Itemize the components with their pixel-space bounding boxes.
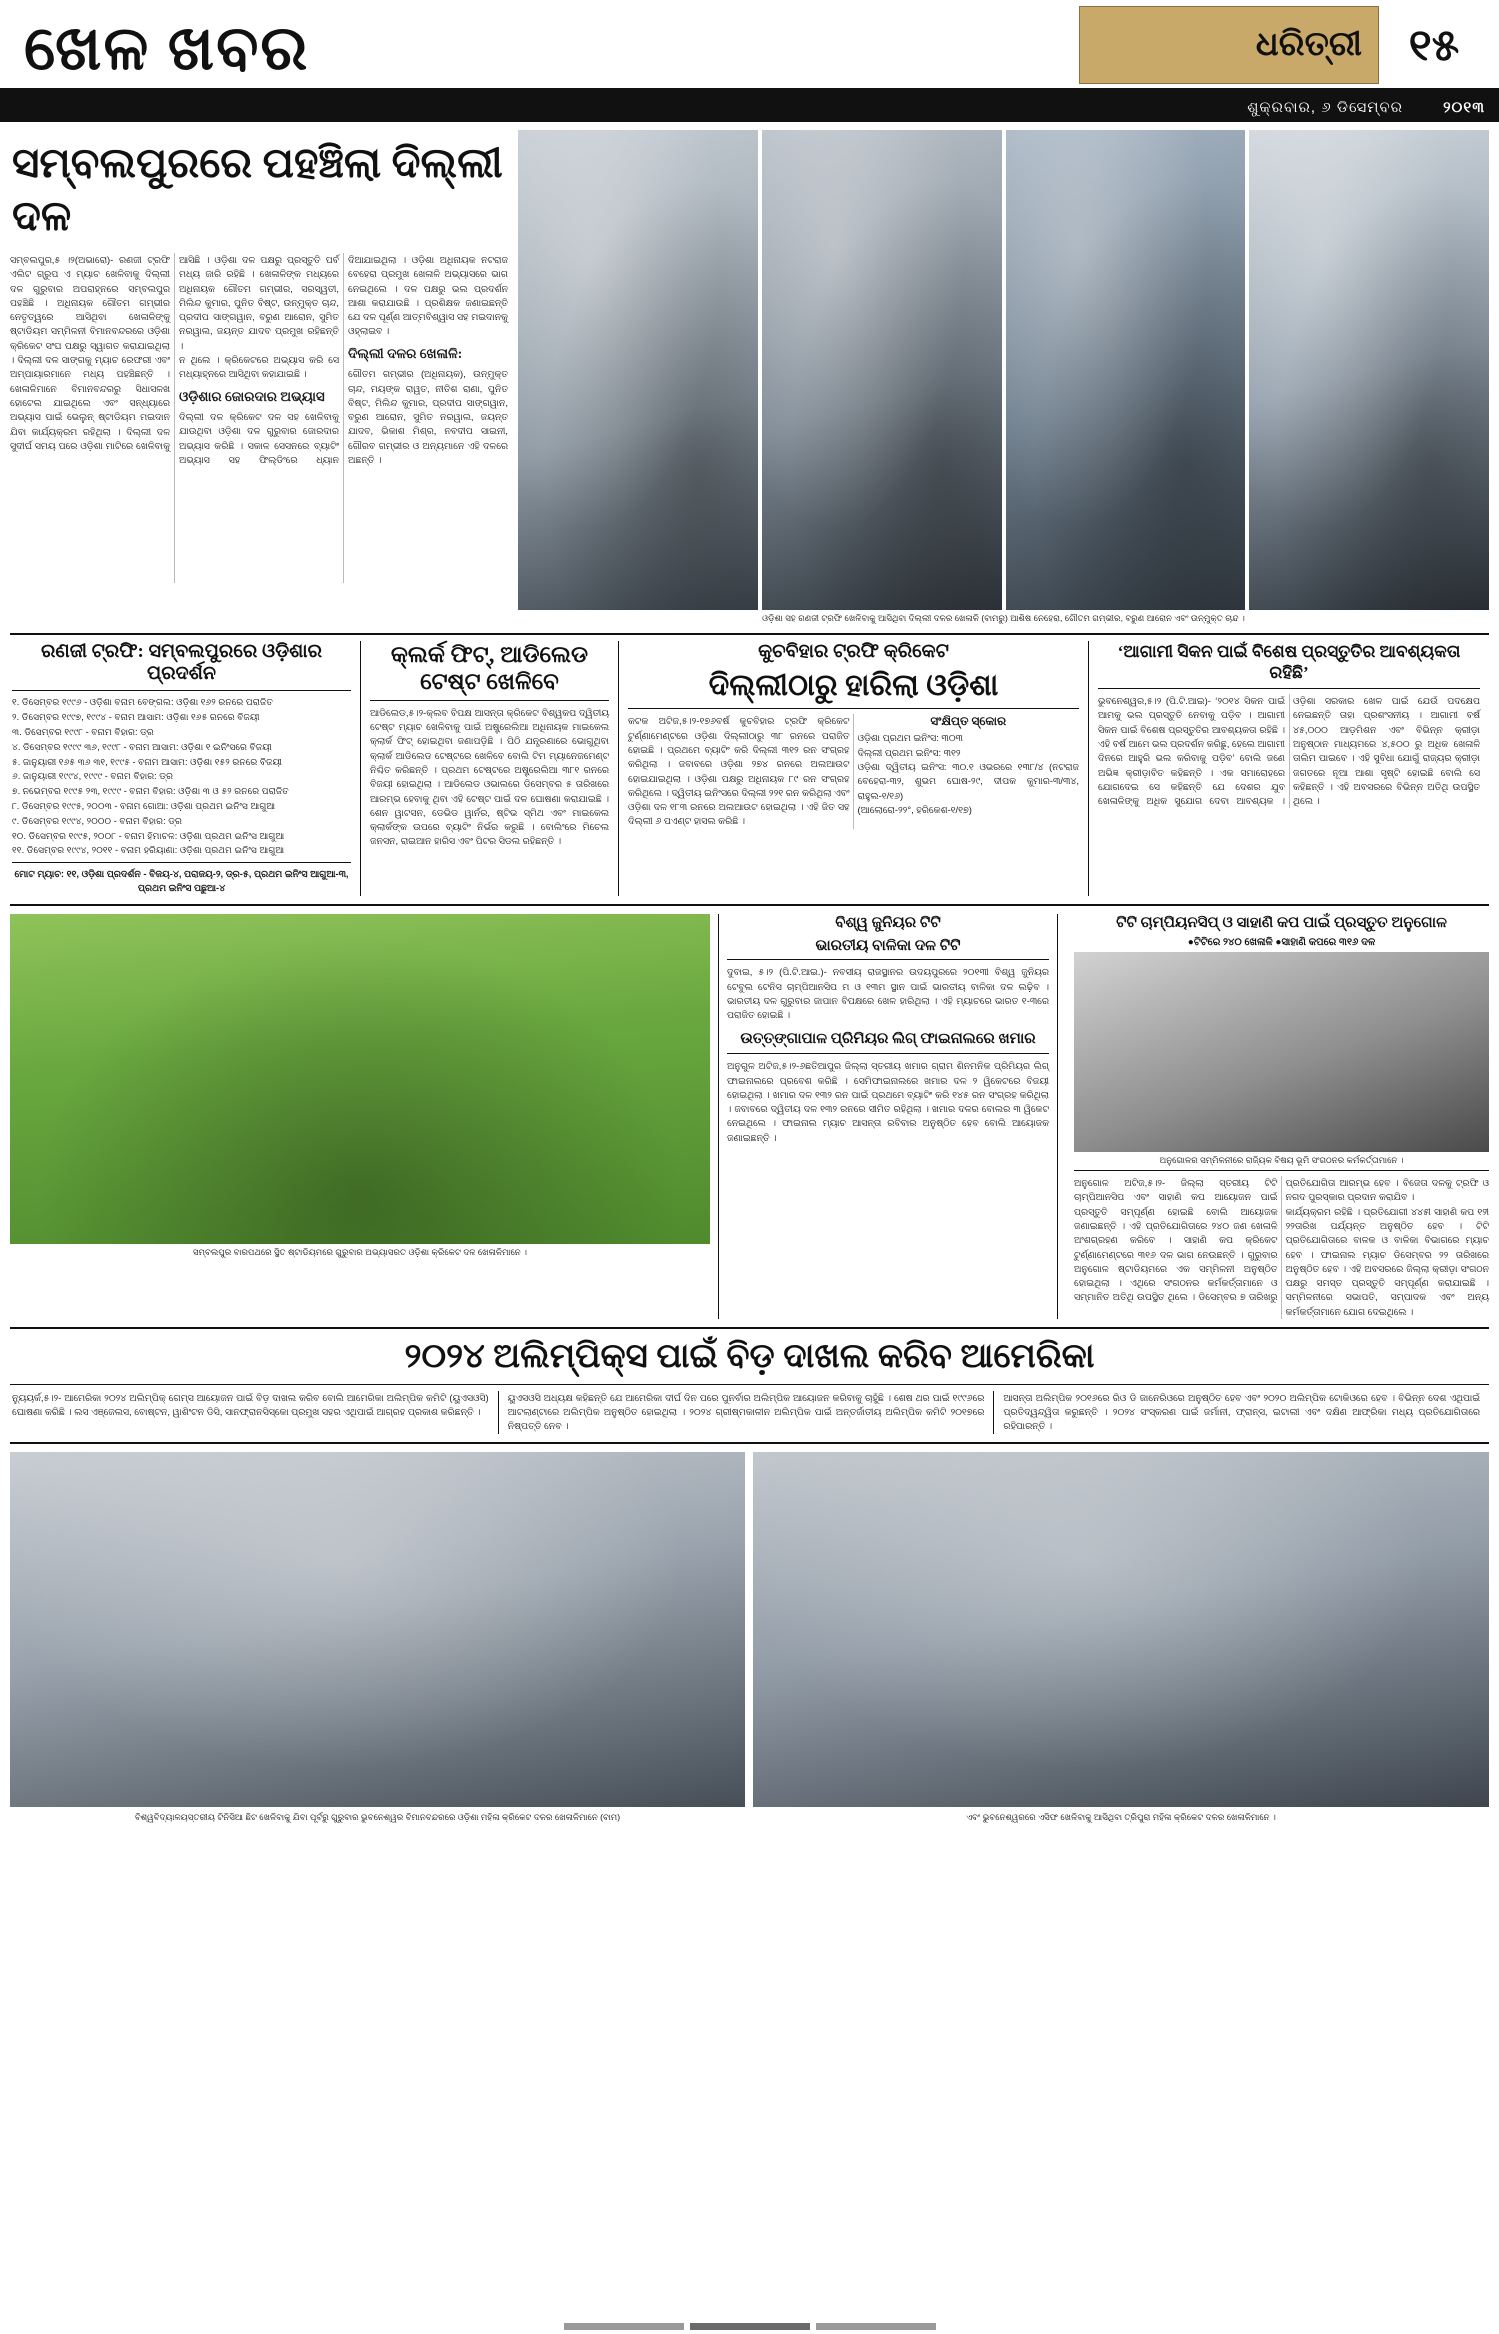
reg-mark <box>564 2323 684 2330</box>
tt-divider <box>727 959 1049 960</box>
lead-subhead-practice: ଓଡ଼ିଶାର ଜୋରଦାର ଅଭ୍ୟାସ <box>179 388 325 404</box>
tt-subhead: ଉତ୍ତ୍‌ଙ୍ଗାପାଳ ପ୍ରିମିୟର ଲିଗ୍‌ ଫାଇନାଲରେ ଖମାର <box>740 1031 1036 1048</box>
cooch-behar-story <box>618 641 1088 896</box>
quote-headline: ‘ଆଗାମୀ ସିକନ ପାଇଁ ବିଶେଷ ପ୍ରସ୍ତୁତିର ଆବଶ୍ୟକତା ରହିଛି’ <box>1117 641 1461 682</box>
bottom-photo-row <box>0 1452 1499 1807</box>
secondary-stories-band <box>0 635 1499 896</box>
reg-mark <box>690 2323 810 2330</box>
cooch-score-head: ସଂକ୍ଷିପ୍ତ ସ୍କୋର <box>930 714 1007 729</box>
cooch-score-line: (ଆଲୋରୋ-୨୨°, ହରିକେଶ-୧/୧୭) <box>857 803 972 815</box>
tcs-headline: ଟିଟି ଚାମ୍ପିୟନସିପ୍ ଓ ସାହାଣି କପ ପାଇଁ ପ୍ରସ୍ତୁତ ଅନୁଗୋଳ <box>1116 914 1447 931</box>
lead-photo-caption: ଓଡ଼ିଶା ସହ ରଣଜୀ ଟ୍ରଫି ଖେଳିବାକୁ ଆସିଥିବା ଦିଲ୍ଲୀ ଦଳର ଖେଳାଳି (ବାମରୁ) ଆଶିଷ ନେହେରା, ଗୌତମ ଗମ୍ଭୀର, ବରୁଣ ଆରୋନ ଏବଂ ଉନ୍ମୁକ୍ତ ଚାନ୍ଦ । <box>762 613 1245 623</box>
masthead-title: ଖେଳ ଖବର <box>24 15 310 83</box>
tcs-bullets: ●ଟିଟିରେ ୨୪୦ ଖେଳାଳି ●ସାହାଣି କପରେ ୩୧୬ ଦଳ <box>1187 936 1376 948</box>
ranking-divider <box>12 690 351 691</box>
clarke-headline: କ୍ଲର୍କ ଫିଟ୍‌, ଆଡିଲେଡ ଟେଷ୍ଟ ଖେଳିବେ <box>390 641 589 695</box>
tt-headline: ଭାରତୀୟ ବାଳିକା ଦଳ ଟିଟି <box>815 937 961 954</box>
quote-divider <box>1098 688 1480 689</box>
olympics-col-3: ଆସନ୍ତା ଅଲିମ୍ପିକ ୨୦୧୬ରେ ରିଓ ଡି ଜାନେରିଓରେ ଅନୁଷ୍ଠିତ ହେବ ଏବଂ ୨୦୨୦ ଅଲିମ୍ପିକ ଟୋକିଓରେ ହେବ । ବିଭିନ୍ନ ଦେଶ ଏଥିପାଇଁ ପ୍ରତିଦ୍ୱନ୍ଦ୍ୱିତା କରୁଛନ୍ତି । ୨୦୨୪ ସଂସ୍କରଣ ପାଇଁ ଜର୍ମାନୀ, ଫ୍ରାନ୍ସ, ଇଟାଲୀ ଏବଂ ଦକ୍ଷିଣ ଆଫ୍ରିକା ମଧ୍ୟ ପ୍ରତିଯୋଗିତାରେ ରହିପାରନ୍ତି । <box>993 1391 1489 1434</box>
tt-story <box>718 914 1058 1319</box>
divider-4 <box>10 1442 1489 1444</box>
ranking-row: ୬. ଜାନୁୟାରୀ ୧୯୯୪, ୧୯୯୯ - ବନାମ ବିହାର: ଡ୍ର <box>12 771 174 782</box>
cooch-score-line: ଓଡ଼ିଶା ପ୍ରଥମ ଇନିଂସ: ୩୦୩ <box>857 732 963 744</box>
tcs-body-right: କାର୍ଯ୍ୟକ୍ରମ ରହିଛି । ପ୍ରତିଯୋଗୀ ୪୪୫ୀ ସାହାଣି କପ ୧୨ୀ ୨୨ତାରିଖ ପର୍ଯ୍ୟନ୍ତ ଅନୁଷ୍ଠିତ ହେବ । ଟିଟି ପ୍ରତିଯୋଗିତାରେ ବାଳକ ଓ ବାଳିକା ବିଭାଗରେ ମ୍ୟାଚ ହେବ । ଫାଇନାଲ ମ୍ୟାଚ ଡିସେମ୍ବର ୨୨ ତାରିଖରେ ଅନୁଷ୍ଠିତ ହେବ । ଏହି ଅବସରରେ ଜିଲ୍ଲା କ୍ରୀଡ଼ା ସଂଗଠନ ପକ୍ଷରୁ ସମସ୍ତ ପ୍ରସ୍ତୁତି ସମ୍ପୂର୍ଣ୍ଣ କରାଯାଇଛି । ସମ୍ମିଳନୀରେ ସଭାପତି, ସମ୍ପାଦକ ଏବଂ ଅନ୍ୟ କର୍ମକର୍ତ୍ତାମାନେ ଯୋଗ ଦେଇଥିଲେ । <box>1285 1205 1489 1317</box>
mid-band <box>0 906 1499 1319</box>
lead-headline: ସମ୍ବଲପୁରରେ ପହଞ୍ଚିଲା ଦିଲ୍ଲୀ ଦଳ <box>12 141 503 240</box>
ranking-row: ୩. ଡିସେମ୍ବର ୧୯୯୮ - ବନାମ ବିହାର: ଡ୍ର <box>12 727 154 737</box>
olympics-divider <box>10 1384 1489 1385</box>
ranking-row: ୯. ଡିସେମ୍ବର ୧୯୯୪, ୨୦୦୦ - ବନାମ ବିହାର: ଡ୍ର <box>12 815 182 826</box>
reg-mark <box>816 2323 936 2330</box>
ranking-row: ୧୦. ଡିସେମ୍ବର ୧୯୯୫, ୨୦୦୮ - ବନାମ ହିମାଚଳ: ଓଡ଼ିଶା ପ୍ରଥମ ଇନିଂସ ଆଗୁଆ <box>12 830 285 841</box>
ranking-story <box>10 641 360 896</box>
olympics-col-1: ନ୍ୟୁୟର୍କ,୫।୨- ଆମେରିକା ୨୦୨୪ ଅଲିମ୍ପିକ୍ ଗେମ୍ସ ଆୟୋଜନ ପାଇଁ ବିଡ଼ ଦାଖଲ କରିବ ବୋଲି ଆମେରିକା ଅଲିମ୍ପିକ କମିଟି (ୟୁଏସଓସି) ଘୋଷଣା କରିଛି । ଲସ ଏଞ୍ଜେଲସ, ବୋଷ୍ଟନ, ୱାଶିଂଟନ ଡିସି, ସାନଫ୍ରାନସିସ୍କୋ ପ୍ରମୁଖ ସହର ଏଥିପାଇଁ ଆଗ୍ରହ ପ୍ରକାଶ କରିଛନ୍ତି । <box>12 1391 489 1418</box>
ranking-divider-2 <box>12 862 351 863</box>
cooch-body: କଟକ ଅଟିଜ,୫।୨-୧୭୬ବର୍ଷ କୁଚବିହାର ଟ୍ରଫି କ୍ରିକେଟ ଟୁର୍ଣ୍ଣାମେଣ୍ଟରେ ଓଡ଼ିଶା ଦିଲ୍ଲୀଠାରୁ ୩୮ ରନରେ ପରାଜିତ ହୋଇଛି । ପ୍ରଥମେ ବ୍ୟାଟିଂ କରି ଦିଲ୍ଲୀ ୩୧୨ ରନ ସଂଗ୍ରହ କରିଥିଲା । ଜବାବରେ ଓଡ଼ିଶା ୨୭୪ ରନରେ ଅଲଆଉଟ ହୋଇଯାଇଥିଲା । ଓଡ଼ିଶା ପକ୍ଷରୁ ଅଧିନାୟକ ୮୯ ରନ ସଂଗ୍ରହ କରିଥିଲେ । ଦ୍ୱିତୀୟ ଇନିଂସରେ ଦିଲ୍ଲୀ ୨୨୧ ରନ କରିଥିଲା ଏବଂ ଓଡ଼ିଶା ଦଳ ୧୮୩ ରନରେ ଅଲଆଉଟ ହୋଇଥିଲା । ଏହି ଜିତ ସହ ଦିଲ୍ଲୀ ୬ ପଏଣ୍ଟ ହାସଲ କରିଛି । <box>628 715 850 827</box>
olympics-headline: ୨୦୨୪ ଅଲିମ୍ପିକ୍ସ ପାଇଁ ବିଡ଼ ଦାଖଲ କରିବ ଆମେରିକା <box>404 1338 1095 1376</box>
lead-para-2: ନ ଥିଲେ । କ୍ରିକେଟରେ ଅଭ୍ୟାସ କରି ସେ ମଧ୍ୟାହ୍ନରେ ଆସିଥିବା କହାଯାଇଛି । <box>179 354 339 380</box>
cooch-score-line: ଦିଲ୍ଲୀ ପ୍ରଥମ ଇନିଂସ: ୩୧୨ <box>857 746 961 758</box>
ranking-row: ୮. ଡିସେମ୍ବର ୧୯୯୫, ୨୦୦୩ - ବନାମ ଗୋଆ: ଓଡ଼ିଶା ପ୍ରଥମ ଇନିଂସ ଆଗୁଆ <box>12 800 276 811</box>
tt-kicker: ବିଶ୍ୱ ଜୁନିୟର ଟିଟି <box>835 914 941 931</box>
photo-player-1 <box>518 130 758 610</box>
practice-photo-caption: ସମ୍ବଲପୁର ବାରପଥରେ ସ୍ଥିତ ଷ୍ଟାଡିୟମରେ ଗୁରୁବାର ଅଭ୍ୟାସରତ ଓଡ଼ିଶା କ୍ରିକେଟ ଦଳ ଖେଳାଳିମାନେ । <box>192 1246 527 1257</box>
lead-text-block <box>10 130 508 625</box>
quote-story <box>1088 641 1489 896</box>
masthead-brand-box <box>1079 6 1379 84</box>
lead-body <box>10 253 508 583</box>
dateline-date: ଶୁକ୍ରବାର, ୬ ଡିସେମ୍ବର <box>1247 98 1404 116</box>
footer-registration-marks <box>0 2323 1499 2330</box>
ranking-row: ୧୧. ଡିସେମ୍ବର ୧୯୯୪, ୨୦୧୧ - ବନାମ ହରିୟାଣା: ଓଡ଼ିଶା ପ୍ରଥମ ଇନିଂସ ଆଗୁଆ <box>12 845 285 856</box>
dateline-year: ୨୦୧୩ <box>1443 98 1485 116</box>
ranking-summary: ମୋଟ ମ୍ୟାଚ: ୧୧, ଓଡ଼ିଶା ପ୍ରଦର୍ଶନ - ବିଜୟ-୪, ପରାଜୟ-୨, ଡ୍ର-୫, ପ୍ରଥମ ଇନିଂସ ଆଗୁଆ-୩, ପ୍ରଥମ ଇନିଂସ ପଛୁଆ-୪ <box>14 868 349 894</box>
ranking-row: ୨. ଡିସେମ୍ବର ୧୯୯୭, ୧୯୯୪ - ବନାମ ଆସାମ: ଓଡ଼ିଶା ୧୬୫ ରନରେ ବିଜୟୀ <box>12 712 260 723</box>
ranking-row: ୭. ନଭେମ୍ବର ୧୯୯୫ ୨୩, ୧୯୯୯ - ବନାମ ବିହାର: ଓଡ଼ିଶା ୩ ଓ ୫୨ ରନରେ ପରାଜିତ <box>12 786 289 797</box>
lead-para-1: ସମ୍ବଲପୁର,୫ ।୨(ଅଭାରୋ)- ରଣଜୀ ଟ୍ରଫି ଏଲିଟ ଗ୍ରୁପ ଏ ମ୍ୟାଚ ଖେଳିବାକୁ ଦିଲ୍ଲୀ ଦଳ ଗୁରୁବାର ଅପରାହ୍ନରେ ସମ୍ବଲପୁର ପହଞ୍ଚିଛି । ଅଧିନାୟକ ଗୌତମ ଗମ୍ଭୀର ନେତୃତ୍ୱରେ ଆସିଥିବା ଖେଳାଳିଙ୍କୁ ଷ୍ଟାଡିୟମ ସମ୍ମିଳନୀ ବିମାନବନ୍ଦରରେ ଓଡ଼ିଶା କ୍ରିକେଟ ସଂଘ ପକ୍ଷରୁ ସ୍ୱାଗତ କରାଯାଇଥିଲା । ଦିଲ୍ଲୀ ଦଳ ସାଙ୍ଗକୁ ମ୍ୟାଚ ରେଫରୀ ଏବଂ ଅମ୍ପାୟାରମାନେ ମଧ୍ୟ ପହଞ୍ଚିଛନ୍ତି । ଖେଳାଳିମାନେ ବିମାନବନ୍ଦରରୁ ସିଧାସଳଖ ହୋଟେଲ ଯାଇଥିଲେ ଏବଂ ସନ୍ଧ୍ୟାରେ ଅଭ୍ୟାସ ପାଇଁ ଭେଲୁନ୍ ଷ୍ଟାଡିୟମ ମଇଦାନ ଯିବା କାର୍ଯ୍ୟକ୍ରମ ରହିଥିଲା । ଦିଲ୍ଲୀ ଦଳ ସୁଦୀର୍ଘ ସମୟ ପରେ ଓଡ଼ିଶା ମାଟିରେ ଖେଳିବାକୁ ଆସିଛି । ଓଡ଼ିଶା ଦଳ ପକ୍ଷରୁ ପ୍ରସ୍ତୁତି ପର୍ବ ମଧ୍ୟ ଜାରି ରହିଛି । ଖେଳାଳିଙ୍କ ମଧ୍ୟରେ ଅଧିନାୟକ ଗୌତମ ଗମ୍ଭୀର, ସରସ୍ୱତୀ, ମିଲିନ୍ଦ କୁମାର, ପୁନିତ ବିଷ୍ଟ, ଉନ୍ମୁକ୍ତ ଚାନ୍ଦ, ପ୍ରଦୀପ ସାଙ୍ଗୱାନ, ବରୁଣ ଆରୋନ, ସୁମିତ ନରୱାଲ, ଜୟନ୍ତ ଯାଦବ ପ୍ରମୁଖ ରହିଛନ୍ତି । <box>10 254 339 451</box>
cooch-kicker: କୁଚବିହାର ଟ୍ରଫି କ୍ରିକେଟ <box>758 640 949 662</box>
lead-subhead-squad: ଦିଲ୍ଲୀ ଦଳର ଖେଳାଳି: <box>348 345 463 361</box>
masthead-spacer <box>309 6 1079 84</box>
clarke-body: ଆଡିଲେଡ,୫।୨-କ୍ଲବ ବିପକ୍ଷ ଆସନ୍ତା କ୍ରିକେଟ ବିଶ୍ୱକପ ଦ୍ୱିତୀୟ ଟେଷ୍ଟ ମ୍ୟାଚ ଖେଳିବାକୁ ପାଇଁ ଅଷ୍ଟ୍ରେଲିଆ ଅଧିନାୟକ ମାଇକେଲ କ୍ଲାର୍କ ଫିଟ୍ ହୋଇଥିବା ଜଣାପଡ଼ିଛି । ପିଠି ଯନ୍ତ୍ରଣାରେ ଭୋଗୁଥିବା କ୍ଲାର୍କ ଆଡିଲେଡ ଟେଷ୍ଟରେ ଖେଳିବେ ବୋଲି ଟିମ ମ୍ୟାନେଜମେଣ୍ଟ ନିଶ୍ଚିତ କରିଛନ୍ତି । ପ୍ରଥମ ଟେଷ୍ଟରେ ଅଷ୍ଟ୍ରେଲିଆ ୩୮୧ ରନରେ ବିଜୟୀ ହୋଇଥିଲା । ଆଡିଲେଡ ଓଭାଲରେ ଡିସେମ୍ବର ୫ ତାରିଖରେ ଆରମ୍ଭ ହେବାକୁ ଥିବା ଏହି ଟେଷ୍ଟ ପାଇଁ ଦଳ ଘୋଷଣା କରାଯାଇଛି । ଶେନ ୱାଟସନ, ଡେଭିଡ ୱାର୍ନର, ଷ୍ଟିଭ ସ୍ମିଥ ଏବଂ ମାଇକେଲ କ୍ଲାର୍କଙ୍କ ଉପରେ ବ୍ୟାଟିଂ ନିର୍ଭର କରୁଛି । ବୋଲିଂରେ ମିଚେଲ ଜନସନ, ରାଇଆନ ହାରିସ ଏବଂ ପିଟର ସିଡଲ ରହିଛନ୍ତି । <box>370 706 609 847</box>
tcs-story <box>1066 914 1489 1319</box>
tcs-columns <box>1074 1176 1489 1319</box>
ranking-list <box>12 696 351 858</box>
ranking-row: ୧. ଡିସେମ୍ବର ୧୯୯୬ - ଓଡ଼ିଶା ବନାମ ବେଙ୍ଗଲ: ଓଡ଼ିଶା ୧୬୨ ରନରେ ପରାଜିତ <box>12 697 273 708</box>
quote-body: ଭୁବନେଶ୍ୱର,୫।୨ (ପି.ଟି.ଆଇ)- ‘୨୦୧୪ ସିକନ ପାଇଁ ଆମକୁ ଭଲ ପ୍ରସ୍ତୁତି ନେବାକୁ ପଡ଼ିବ । ଆଗାମୀ ସିକନ ପାଇଁ ବିଶେଷ ପ୍ରସ୍ତୁତିର ଆବଶ୍ୟକତା ରହିଛି । ଏହି ବର୍ଷ ଆମେ ଭଲ ପ୍ରଦର୍ଶନ କରିଛୁ, ହେଲେ ଆଗାମୀ ଦିନରେ ଆହୁରି ଭଲ କରିବାକୁ ପଡ଼ିବ’ ବୋଲି ଜଣେ ଅଭିଜ୍ଞ କ୍ରୀଡ଼ାବିତ କହିଛନ୍ତି । ଏକ ସମାରୋହରେ ଯୋଗଦେଇ ସେ କହିଛନ୍ତି ଯେ ଦେଶର ଯୁବ ଖେଳାଳିଙ୍କୁ ଅଧିକ ସୁଯୋଗ ଦେବା ଆବଶ୍ୟକ । ଓଡ଼ିଶା ସରକାର ଖେଳ ପାଇଁ ଯେଉଁ ପଦକ୍ଷେପ ନେଇଛନ୍ତି ତାହା ପ୍ରଶଂସନୀୟ । ଆଗାମୀ ବର୍ଷ ୪୫,୦୦୦ ଆଡ଼ମିଶନ ଏବଂ ବିଭିନ୍ନ କ୍ରୀଡ଼ା ଅନୁଷ୍ଠାନ ମାଧ୍ୟମରେ ୪,୫୦୦ ରୁ ଅଧିକ ଖେଳାଳି ତାଲିମ ପାଇବେ । ଏହି ସୁବିଧା ଯୋଗୁଁ ରାଜ୍ୟର କ୍ରୀଡ଼ା ଜଗତରେ ନୂଆ ଆଶା ସୃଷ୍ଟି ହୋଇଛି ବୋଲି ସେ କହିଛନ୍ତି । ଏହି ଅବସରରେ ବିଭିନ୍ନ ଅତିଥି ଉପସ୍ଥିତ ଥିଲେ । <box>1098 695 1480 807</box>
photo-player-2 <box>762 130 1002 610</box>
masthead <box>0 0 1499 92</box>
clarke-story <box>360 641 618 896</box>
bottom-caption-left: ବିଶ୍ୱବିଦ୍ୟାଳୟସ୍ତରୀୟ ଟିନିସିଆ ଛିଟ ଖେଳିବାକୁ ଯିବା ପୂର୍ବରୁ ଗୁରୁବାର ଭୁବନେଶ୍ୱର ବିମାନବନ୍ଦରରେ ଓଡ଼ିଶା ମହିଳା କ୍ରିକେଟ ଦଳର ଖେଳାଳିମାନେ (ବାମ) <box>134 1811 621 1822</box>
clarke-divider <box>370 700 609 701</box>
photo-player-4 <box>1249 130 1489 610</box>
lead-section <box>0 122 1499 625</box>
quote-columns <box>1098 694 1480 808</box>
cooch-score-line: ଓଡ଼ିଶା ଦ୍ୱିତୀୟ ଇନିଂସ: ୩୦.୧ ଓଭରରେ ୧୩୮/୪ (ନଟରାଜ ବେହେରା-୩୨, ଶୁଭମ ଘୋଷ-୨୯, ଦୀପକ କୁମାର-୩/୩୪, ରାହୁଲ-୧/୧୬) <box>857 760 1079 801</box>
practice-photo <box>10 914 710 1244</box>
tt-body: ଦୁବାଇ, ୫।୨ (ପି.ଟି.ଆଇ.)- ନବସୀୟ ରାଜସ୍ଥାନର ଉଦୟପୁରରେ ୨୦୧୩ୀ ବିଶ୍ୱ ଜୁନିୟର ଟେବୁଲ ଟେନିସ ଚାମ୍ପିଆନସିପ ମ ଓ ୧୩ମ ସ୍ଥାନ ପାଇଁ ଭାରତୀୟ ବାଳିକା ଦଳ ଲଢ଼ିବ । ଭାରତୀୟ ଦଳ ଗୁରୁବାର ଜାପାନ ବିପକ୍ଷରେ ଖେଳ ହାରିଥିଲା । ଏହି ମ୍ୟାଚରେ ଭାରତ ୧-୩ରେ ପରାଜିତ ହୋଇଛି । <box>727 966 1049 1021</box>
lead-para-3: ଦିଲ୍ଲୀ ଦଳ କ୍ରିକେଟ ଦଳ ସହ ଖେଳିବାକୁ ଯାଉଥିବା ଓଡ଼ିଶା ଦଳ ଗୁରୁବାର ଜୋରଦାର ଅଭ୍ୟାସ କରିଛି । ସକାଳ ସେସନରେ ବ୍ୟାଟିଂ ଅଭ୍ୟାସ ସହ ଫିଲ୍ଡିଂରେ ଧ୍ୟାନ ଦିଆଯାଇଥିଲା । ଓଡ଼ିଶା ଅଧିନାୟକ ନଟରାଜ ବେହେରା ପ୍ରମୁଖ ଖେଳାଳି ଅଭ୍ୟାସରେ ଭାଗ ନେଇଥିଲେ । ଦଳ ପକ୍ଷରୁ ଭଲ ପ୍ରଦର୍ଶନ ଆଶା କରାଯାଉଛି । ପ୍ରଶିକ୍ଷକ ଜଣାଇଛନ୍ତି ଯେ ଦଳ ପୂର୍ଣ୍ଣ ଆତ୍ମବିଶ୍ୱାସ ସହ ମଇଦାନକୁ ଓହ୍ଲାଇବ । <box>179 254 508 466</box>
lead-para-4: ଗୌତମ ଗମ୍ଭୀର (ଅଧିନାୟକ), ଉନ୍ମୁକ୍ତ ଚାନ୍ଦ, ମୟଙ୍କ ରାୱତ, ନୀତିଶ ରାଣା, ପୁନିତ ବିଷ୍ଟ, ମିଲିନ୍ଦ କୁମାର, ପ୍ରଦୀପ ସାଙ୍ଗୱାନ, ବରୁଣ ଆରୋନ, ସୁମିତ ନରୱାଲ, ଜୟନ୍ତ ଯାଦବ, ଭିକାଶ ମିଶ୍ର, ନବଦୀପ ସାଇନୀ, ଗୌରବ ଗମ୍ଭୀର ଓ ଅନ୍ୟମାନେ ଏହି ଦଳରେ ଅଛନ୍ତି । <box>348 368 508 466</box>
womens-team-photo-right <box>753 1452 1489 1807</box>
lead-photo-block <box>518 130 1489 625</box>
womens-team-photo-left <box>10 1452 745 1807</box>
olympics-col-2: ୟୁଏସଓସି ଅଧ୍ୟକ୍ଷ କହିଛନ୍ତି ଯେ ଆମେରିକା ଦୀର୍ଘ ଦିନ ପରେ ପୁନର୍ବାର ଅଲିମ୍ପିକ ଆୟୋଜନ କରିବାକୁ ଚାହୁଁଛି । ଶେଷ ଥର ପାଇଁ ୧୯୯୬ରେ ଆଟଲାଣ୍ଟାରେ ଅଲିମ୍ପିକ ଅନୁଷ୍ଠିତ ହୋଇଥିଲା । ୨୦୨୪ ଗ୍ରୀଷ୍ମକାଳୀନ ଅଲିମ୍ପିକ ପାଇଁ ଅନ୍ତର୍ଜାତୀୟ ଅଲିମ୍ପିକ କମିଟି ୨୦୧୭ରେ ନିଷ୍ପତ୍ତି ନେବ । <box>498 1391 994 1434</box>
dateline-bar <box>0 92 1499 122</box>
practice-photo-block <box>10 914 710 1319</box>
tt-divider-2 <box>727 1053 1049 1054</box>
ranking-row: ୪. ଡିସେମ୍ବର ୧୯୯୯ ୩୬, ୧୯୯୮ - ବନାମ ଆସାମ: ଓଡ଼ିଶା ୧ ଇନିଂସରେ ବିଜୟୀ <box>12 741 272 752</box>
bottom-captions <box>0 1807 1499 1824</box>
ranking-headline: ରଣଜୀ ଟ୍ରଫି: ସମ୍ବଲପୁରରେ ଓଡ଼ିଶାର ପ୍ରଦର୍ଶନ <box>40 640 323 684</box>
photo-player-3 <box>1006 130 1246 610</box>
tt-body-2: ଅନୁଗୁଳ ଅଟିଜ,୫।୨-୬ଛତିଆପୁର ଜିଲ୍ଲା ସ୍ତରୀୟ ଖମାର ଗ୍ରାମ ଶିନମନିକ ପ୍ରିମିୟର ଲିଗ୍‌ ଫାଇନାଲରେ ପ୍ରବେଶ କରିଛି । ସେମିଫାଇନାଲରେ ଖମାର ଦଳ ୨ ୱିକେଟରେ ବିଜୟୀ ହୋଇଥିଲା । ଖମାର ଦଳ ୧୩୨ ରନ ପାଇଁ ପ୍ରଥମେ ବ୍ୟାଟିଂ କରି ୧୪୫ ରନ ସଂଗ୍ରହ କରିଥିଲା । ଜବାବରେ ଦ୍ୱିତୀୟ ଦଳ ୧୩୨ ରନରେ ସୀମିତ ରହିଥିଲା । ଖମାର ଦଳର ବୋଲର ୩ ୱିକେଟ ନେଇଥିଲେ । ଫାଇନାଲ ମ୍ୟାଚ ଆସନ୍ତା ରବିବାର ଅନୁଷ୍ଠିତ ହେବ ବୋଲି ଆୟୋଜକ ଜଣାଇଛନ୍ତି । <box>727 1060 1049 1143</box>
tcs-photo <box>1074 952 1489 1152</box>
cooch-columns <box>628 714 1079 828</box>
masthead-brand: ଧରିତ୍ରୀ <box>1255 26 1362 63</box>
tcs-divider <box>1074 1170 1489 1171</box>
tcs-photo-caption: ଅନୁଗୋଳର ସମ୍ମିଳନୀରେ ରାଜ୍ୟିକ ବିଷୟ ଭୂମି ସଂଗଠନର କର୍ମକର୍ତ୍ତାମାନେ । <box>1159 1154 1404 1165</box>
photo-strip <box>518 130 1489 610</box>
olympics-body <box>0 1391 1499 1442</box>
ranking-row: ୫. ଜାନୁୟାରୀ ୧୬୫ ୩୬ ୩୧, ୧୯୯୫ - ବନାମ ଆସାମ: ଓଡ଼ିଶା ୧୫୨ ରନରେ ବିଜୟୀ <box>12 756 283 767</box>
page-number: ୧୫ <box>1408 20 1460 70</box>
cooch-divider <box>628 708 1079 709</box>
cooch-headline: ଦିଲ୍ଲୀଠାରୁ ହାରିଲା ଓଡ଼ିଶା <box>708 669 999 702</box>
tcs-body-left: ଅନୁଗୋଳ ଅଟିଜ,୫।୨- ଜିଲ୍ଲା ସ୍ତରୀୟ ଟିଟି ଚାମ୍ପିଆନସିପ ଏବଂ ସାହାଣି କପ ଆୟୋଜନ ପାଇଁ ପ୍ରସ୍ତୁତି ସମ୍ପୂର୍ଣ୍ଣ ହୋଇଛି ବୋଲି ଆୟୋଜକ ଜଣାଇଛନ୍ତି । ଏହି ପ୍ରତିଯୋଗିତାରେ ୨୪୦ ଜଣ ଖେଳାଳି ଅଂଶଗ୍ରହଣ କରିବେ । ସାହାଣି କପ କ୍ରିକେଟ ଟୁର୍ଣ୍ଣାମେଣ୍ଟରେ ୩୧୬ ଦଳ ଭାଗ ନେଉଛନ୍ତି । ଗୁରୁବାର ଅନୁଗୋଳ ଷ୍ଟାଡିୟମରେ ଏକ ସମ୍ମିଳନୀ ଅନୁଷ୍ଠିତ ହୋଇଥିଲା । ଏଥିରେ ସଂଗଠନର କର୍ମକର୍ତ୍ତାମାନେ ଓ ସମ୍ମାନିତ ଅତିଥି ଉପସ୍ଥିତ ଥିଲେ । ଡିସେମ୍ବର ୭ ତାରିଖରୁ ପ୍ରତିଯୋଗିତା ଆରମ୍ଭ ହେବ । ବିଜେତା ଦଳକୁ ଟ୍ରଫି ଓ ନଗଦ ପୁରସ୍କାର ପ୍ରଦାନ କରାଯିବ । <box>1074 1177 1489 1303</box>
bottom-caption-right: ଏବଂ ଭୁବନେଶ୍ୱରରେ ଏସିଫ ଖେଳିବାକୁ ଆସିଥିବା ତ୍ରିପୁରା ମହିଳା କ୍ରିକେଟ ଦଳର ଖେଳାଳିମାନେ । <box>966 1811 1276 1822</box>
